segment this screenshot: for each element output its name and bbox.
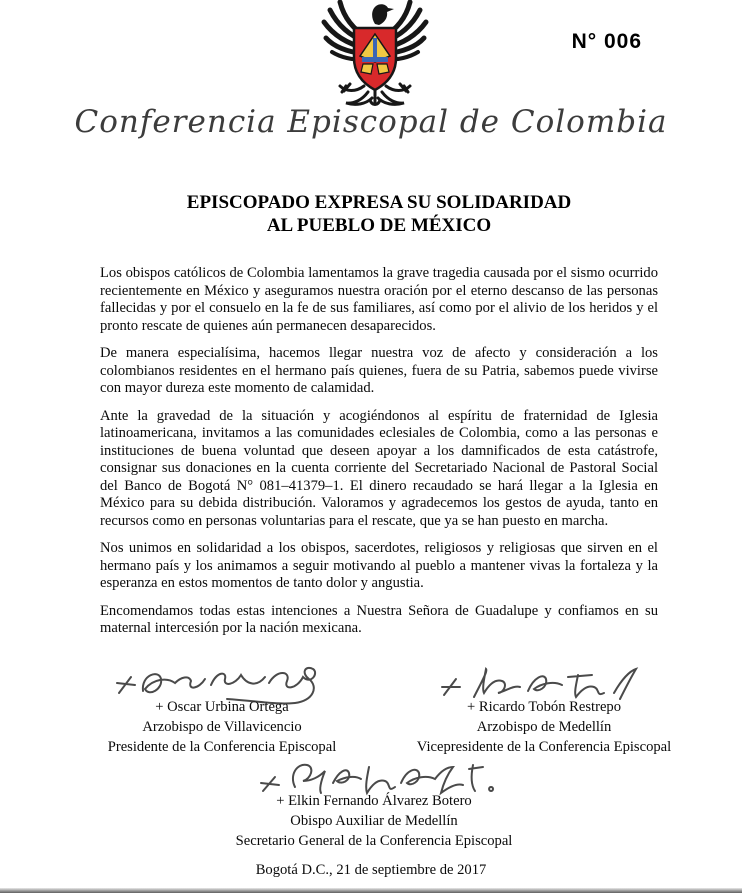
- signatory-name: + Ricardo Tobón Restrepo: [466, 699, 622, 715]
- signature-block-vicepresident: [398, 663, 690, 757]
- signatory-name: + Oscar Urbina Ortega: [155, 699, 289, 715]
- paragraph: Ante la gravedad de la situación y acogiéndonos al espíritu de fraternidad de Iglesia latinoamericana, invitamos a las comunidades eclesiales de Colombia, como a las personas e instituciones de buena voluntad que deseen apoyar a los damnificados de esta catástrofe, consignar sus donaciones en la cuenta corriente del Secretariado Nacional de Pastoral Social del Banco de Bogotá N° 081–41379–1. El dinero recaudado se hará llegar a la Iglesia en México para su debida distribución. Valoramos y agradecemos los gestos de ayuda, tanto en recursos como en personas voluntarias para el rescate, que ya se han puesto en marcha.: [100, 407, 658, 529]
- paragraph: Encomendamos todas estas intenciones a Nuestra Señora de Guadalupe y confiamos en su maternal intercesión por la nación mexicana.: [100, 602, 658, 636]
- signatory-role: Presidente de la Conferencia Episcopal: [107, 739, 337, 755]
- window-bottom-edge: [0, 888, 742, 893]
- dateline: Bogotá D.C., 21 de septiembre de 2017: [255, 862, 487, 878]
- letter-title-line1: EPISCOPADO EXPRESA SU SOLIDARIDAD: [186, 192, 572, 213]
- signatory-role: Arzobispo de Medellín: [476, 719, 612, 735]
- letter-body: [100, 265, 658, 648]
- signature-block-president: [88, 663, 356, 757]
- signature-block-secretary: [218, 757, 530, 851]
- signatory-role: Secretario General de la Conferencia Episcopal: [235, 833, 513, 849]
- paragraph: Nos unimos en solidaridad a los obispos, sacerdotes, religiosos y religiosas que sirven en el hermano país y los animamos a seguir motivando al pueblo a mantener vivas la fortaleza y la esperanza en estos momentos de tanto dolor y angustia.: [100, 540, 658, 591]
- document-number: N° 006: [571, 30, 642, 53]
- signatory-name: + Elkin Fernando Álvarez Botero: [276, 793, 472, 809]
- episcopal-eagle-crest-icon: [316, 0, 434, 108]
- signatory-role: Obispo Auxiliar de Medellín: [290, 813, 458, 829]
- signatory-role: Arzobispo de Villavicencio: [142, 719, 302, 735]
- organization-name: Conferencia Episcopal de Colombia: [74, 104, 668, 140]
- letter-title: [100, 191, 658, 237]
- signatory-role: Vicepresidente de la Conferencia Episcopal: [416, 739, 672, 755]
- paragraph: De manera especialísima, hacemos llegar nuestra voz de afecto y consideración a los colombianos residentes en el hermano país quienes, fuera de su Patria, sabemos puede vivirse con mayor dureza este momento de calamidad.: [100, 345, 658, 396]
- paragraph: Los obispos católicos de Colombia lamentamos la grave tragedia causada por el sismo ocurrido recientemente en México y aseguramos nuestra oración por el eterno descanso de las personas fallecidas y por el consuelo en la fe de sus familiares, así como por el alivio de los heridos y el pronto rescate de quienes aún permanecen desaparecidos.: [100, 265, 658, 334]
- letter-title-line2: AL PUEBLO DE MÉXICO: [266, 215, 492, 236]
